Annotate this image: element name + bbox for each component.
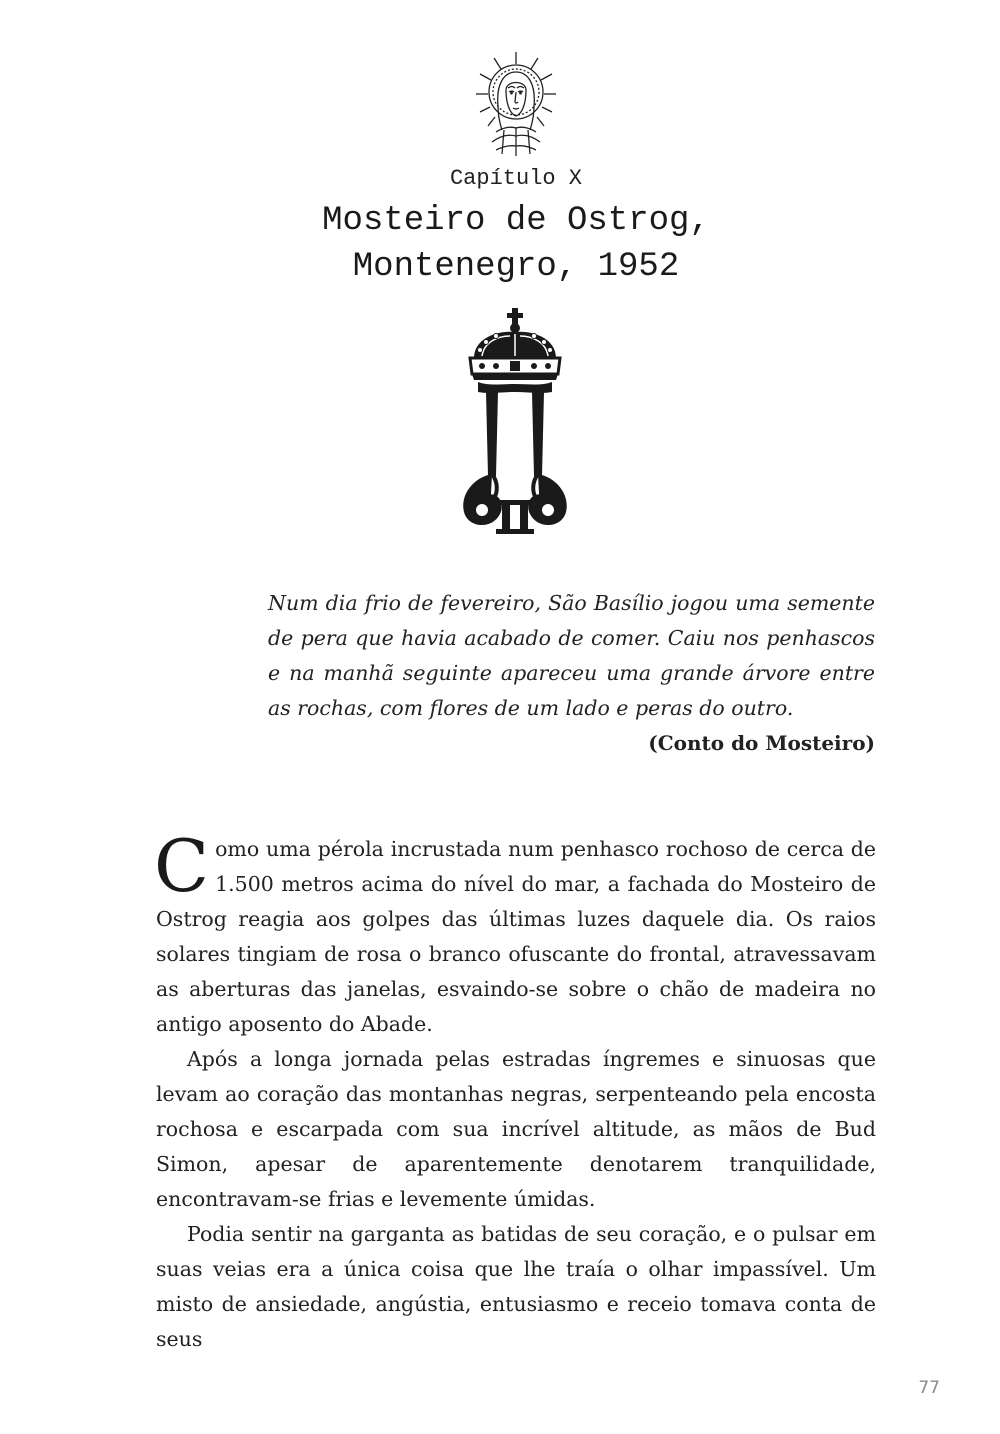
epigraph-source: (Conto do Mosteiro) [648, 731, 875, 755]
chapter-body [154, 824, 876, 1357]
saint-icon [474, 50, 558, 158]
chapter-title [0, 198, 1000, 290]
paragraph-2: Após a longa jornada pelas estradas íngremes e sinuosas que levam ao coração das montanhas negras, serpenteando pela encosta rochosa e escarpada com sua incrível altitude, as mãos de Bud Simon, apesar de aparentemente denotarem tranquilidade, encontravam-se frias e levemente úmidas. [156, 1047, 876, 1211]
chapter-title-line2: Montenegro, 1952 [352, 248, 680, 286]
paragraph-3: Podia sentir na garganta as batidas de seu coração, e o pulsar em suas veias era a única coisa que lhe traía o olhar impassível. Um misto de ansiedade, angústia, entusiasmo e receio tomava conta de seus [156, 1222, 876, 1351]
drop-cap: C [154, 824, 210, 908]
epigraph-text: Num dia frio de fevereiro, São Basílio jogou uma semente de pera que havia acabado de comer. Caiu nos penhascos e na manhã seguinte apareceu uma grande árvore entre as rochas, com flores de um lado e peras do outro. [268, 591, 875, 720]
paragraph-1-text: omo uma pérola incrustada num penhasco rochoso de cerca de 1.500 metros acima do nível do mar, a fachada do Mosteiro de Ostrog reagia aos golpes das últimas luzes daquele dia. Os raios solares tingiam de rosa o branco ofuscante do frontal, atravessavam as aberturas das janelas, esvaindo-se sobre o chão de madeira no antigo aposento do Abade. [156, 837, 876, 1036]
epigraph [268, 586, 875, 761]
chapter-label: Capítulo X [449, 166, 583, 191]
crowned-monogram-icon [452, 306, 578, 538]
page-number: 77 [918, 1378, 940, 1398]
paragraph-1 [154, 824, 876, 1042]
chapter-title-line1: Mosteiro de Ostrog, [322, 202, 710, 240]
